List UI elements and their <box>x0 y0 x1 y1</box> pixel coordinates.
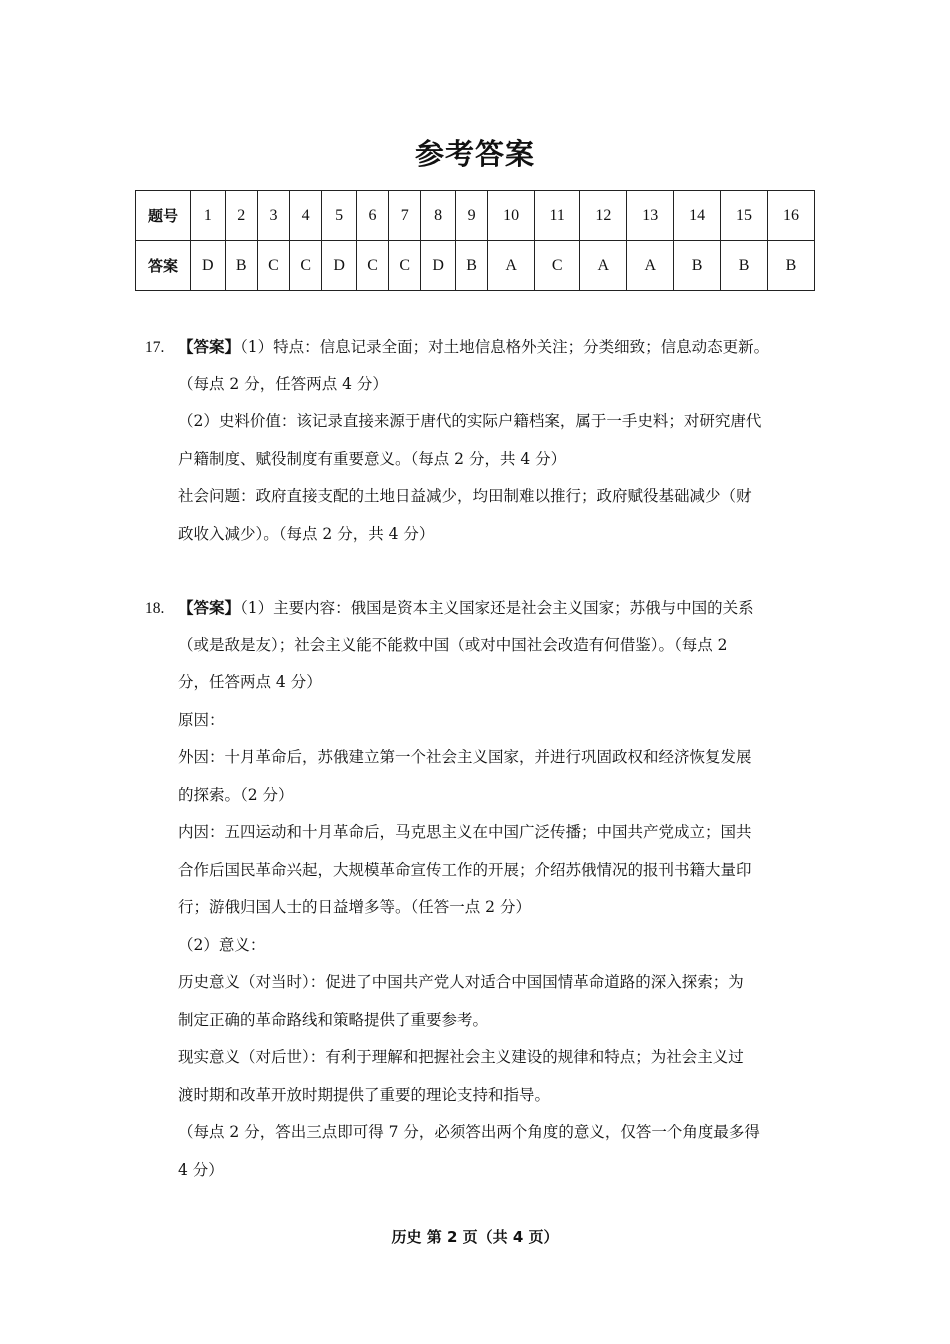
page-footer: 历史 第 2 页（共 4 页） <box>391 1228 559 1246</box>
answer-tag: 【答案】 <box>178 337 241 356</box>
row-label-number: 题号 <box>136 191 191 241</box>
answer-line: 合作后国民革命兴起，大规模革命宣传工作的开展；介绍苏俄情况的报刊书籍大量印 <box>178 860 752 879</box>
table-cell: 1 <box>191 191 226 241</box>
table-cell: 7 <box>389 191 421 241</box>
table-cell: A <box>488 241 535 291</box>
answer-line: （2）意义： <box>178 935 266 954</box>
table-cell: B <box>674 241 721 291</box>
question-17 <box>145 328 825 553</box>
table-cell: 6 <box>356 191 388 241</box>
row-label-answer: 答案 <box>136 241 191 291</box>
answer-line: 的探索。（2 分） <box>178 785 294 804</box>
table-cell: 2 <box>225 191 257 241</box>
answer-line: 制定正确的革命路线和策略提供了重要参考。 <box>178 1010 489 1029</box>
table-cell: 16 <box>767 191 814 241</box>
answer-line: 内因：五四运动和十月革命后，马克思主义在中国广泛传播；中国共产党成立；国共 <box>178 823 752 841</box>
question-number: 17. <box>145 339 165 356</box>
table-cell: 13 <box>627 191 674 241</box>
table-cell: 3 <box>257 191 289 241</box>
answer-line: 政收入减少）。（每点 2 分，共 4 分） <box>178 524 435 543</box>
answer-line <box>145 328 825 366</box>
answer-line: 社会问题：政府直接支配的土地日益减少，均田制难以推行；政府赋役基础减少（财 <box>178 487 752 505</box>
table-cell: B <box>767 241 814 291</box>
answer-line: 4 分） <box>178 1160 224 1179</box>
answer-line: 历史意义（对当时）：促进了中国共产党人对适合中国国情革命道路的深入探索；为 <box>178 973 744 991</box>
answer-line: 原因： <box>178 710 225 729</box>
table-cell: C <box>290 241 322 291</box>
answer-line: （2）史料价值：该记录直接来源于唐代的实际户籍档案，属于一手史料；对研究唐代 <box>178 412 762 430</box>
answer-line: （每点 2 分，任答两点 4 分） <box>178 374 388 393</box>
table-cell: C <box>389 241 421 291</box>
table-cell: D <box>191 241 226 291</box>
question-number: 18. <box>145 600 165 617</box>
table-cell: 4 <box>290 191 322 241</box>
table-cell: A <box>627 241 674 291</box>
table-row-answers <box>136 241 815 291</box>
table-cell: 9 <box>455 191 487 241</box>
question-18 <box>145 589 825 1189</box>
table-cell: C <box>257 241 289 291</box>
table-cell: 11 <box>535 191 580 241</box>
answer-line: （或是敌是友）；社会主义能不能救中国（或对中国社会改造有何借鉴）。（每点 2 <box>178 635 728 654</box>
answer-text: （1）主要内容：俄国是资本主义国家还是社会主义国家；苏俄与中国的关系 <box>240 599 754 617</box>
table-cell: 14 <box>674 191 721 241</box>
table-cell: B <box>225 241 257 291</box>
table-cell: 8 <box>421 191 456 241</box>
answer-line: 现实意义（对后世）：有利于理解和把握社会主义建设的规律和特点；为社会主义过 <box>178 1048 744 1066</box>
answer-line: 分，任答两点 4 分） <box>178 673 322 691</box>
answer-tag: 【答案】 <box>178 598 241 617</box>
table-cell: B <box>721 241 768 291</box>
answer-line: 渡时期和改革开放时期提供了重要的理论支持和指导。 <box>178 1085 551 1104</box>
answer-line: 外因：十月革命后，苏俄建立第一个社会主义国家，并进行巩固政权和经济恢复发展 <box>178 748 752 766</box>
table-cell: 15 <box>721 191 768 241</box>
table-cell: 10 <box>488 191 535 241</box>
table-cell: 5 <box>322 191 357 241</box>
table-cell: A <box>580 241 627 291</box>
table-cell: 12 <box>580 191 627 241</box>
table-cell: B <box>455 241 487 291</box>
answer-line: （每点 2 分，答出三点即可得 7 分，必须答出两个角度的意义，仅答一个角度最多得 <box>178 1123 760 1141</box>
table-row-numbers <box>136 191 815 241</box>
table-cell: C <box>535 241 580 291</box>
answer-table <box>135 190 815 291</box>
answer-text: （1）特点：信息记录全面；对土地信息格外关注；分类细致；信息动态更新。 <box>240 338 770 356</box>
answer-line: 行；游俄归国人士的日益增多等。（任答一点 2 分） <box>178 898 531 916</box>
table-cell: C <box>356 241 388 291</box>
page-title: 参考答案 <box>414 137 535 171</box>
answer-line <box>145 589 825 627</box>
answer-line: 户籍制度、赋役制度有重要意义。（每点 2 分，共 4 分） <box>178 449 567 468</box>
table-cell: D <box>421 241 456 291</box>
table-cell: D <box>322 241 357 291</box>
